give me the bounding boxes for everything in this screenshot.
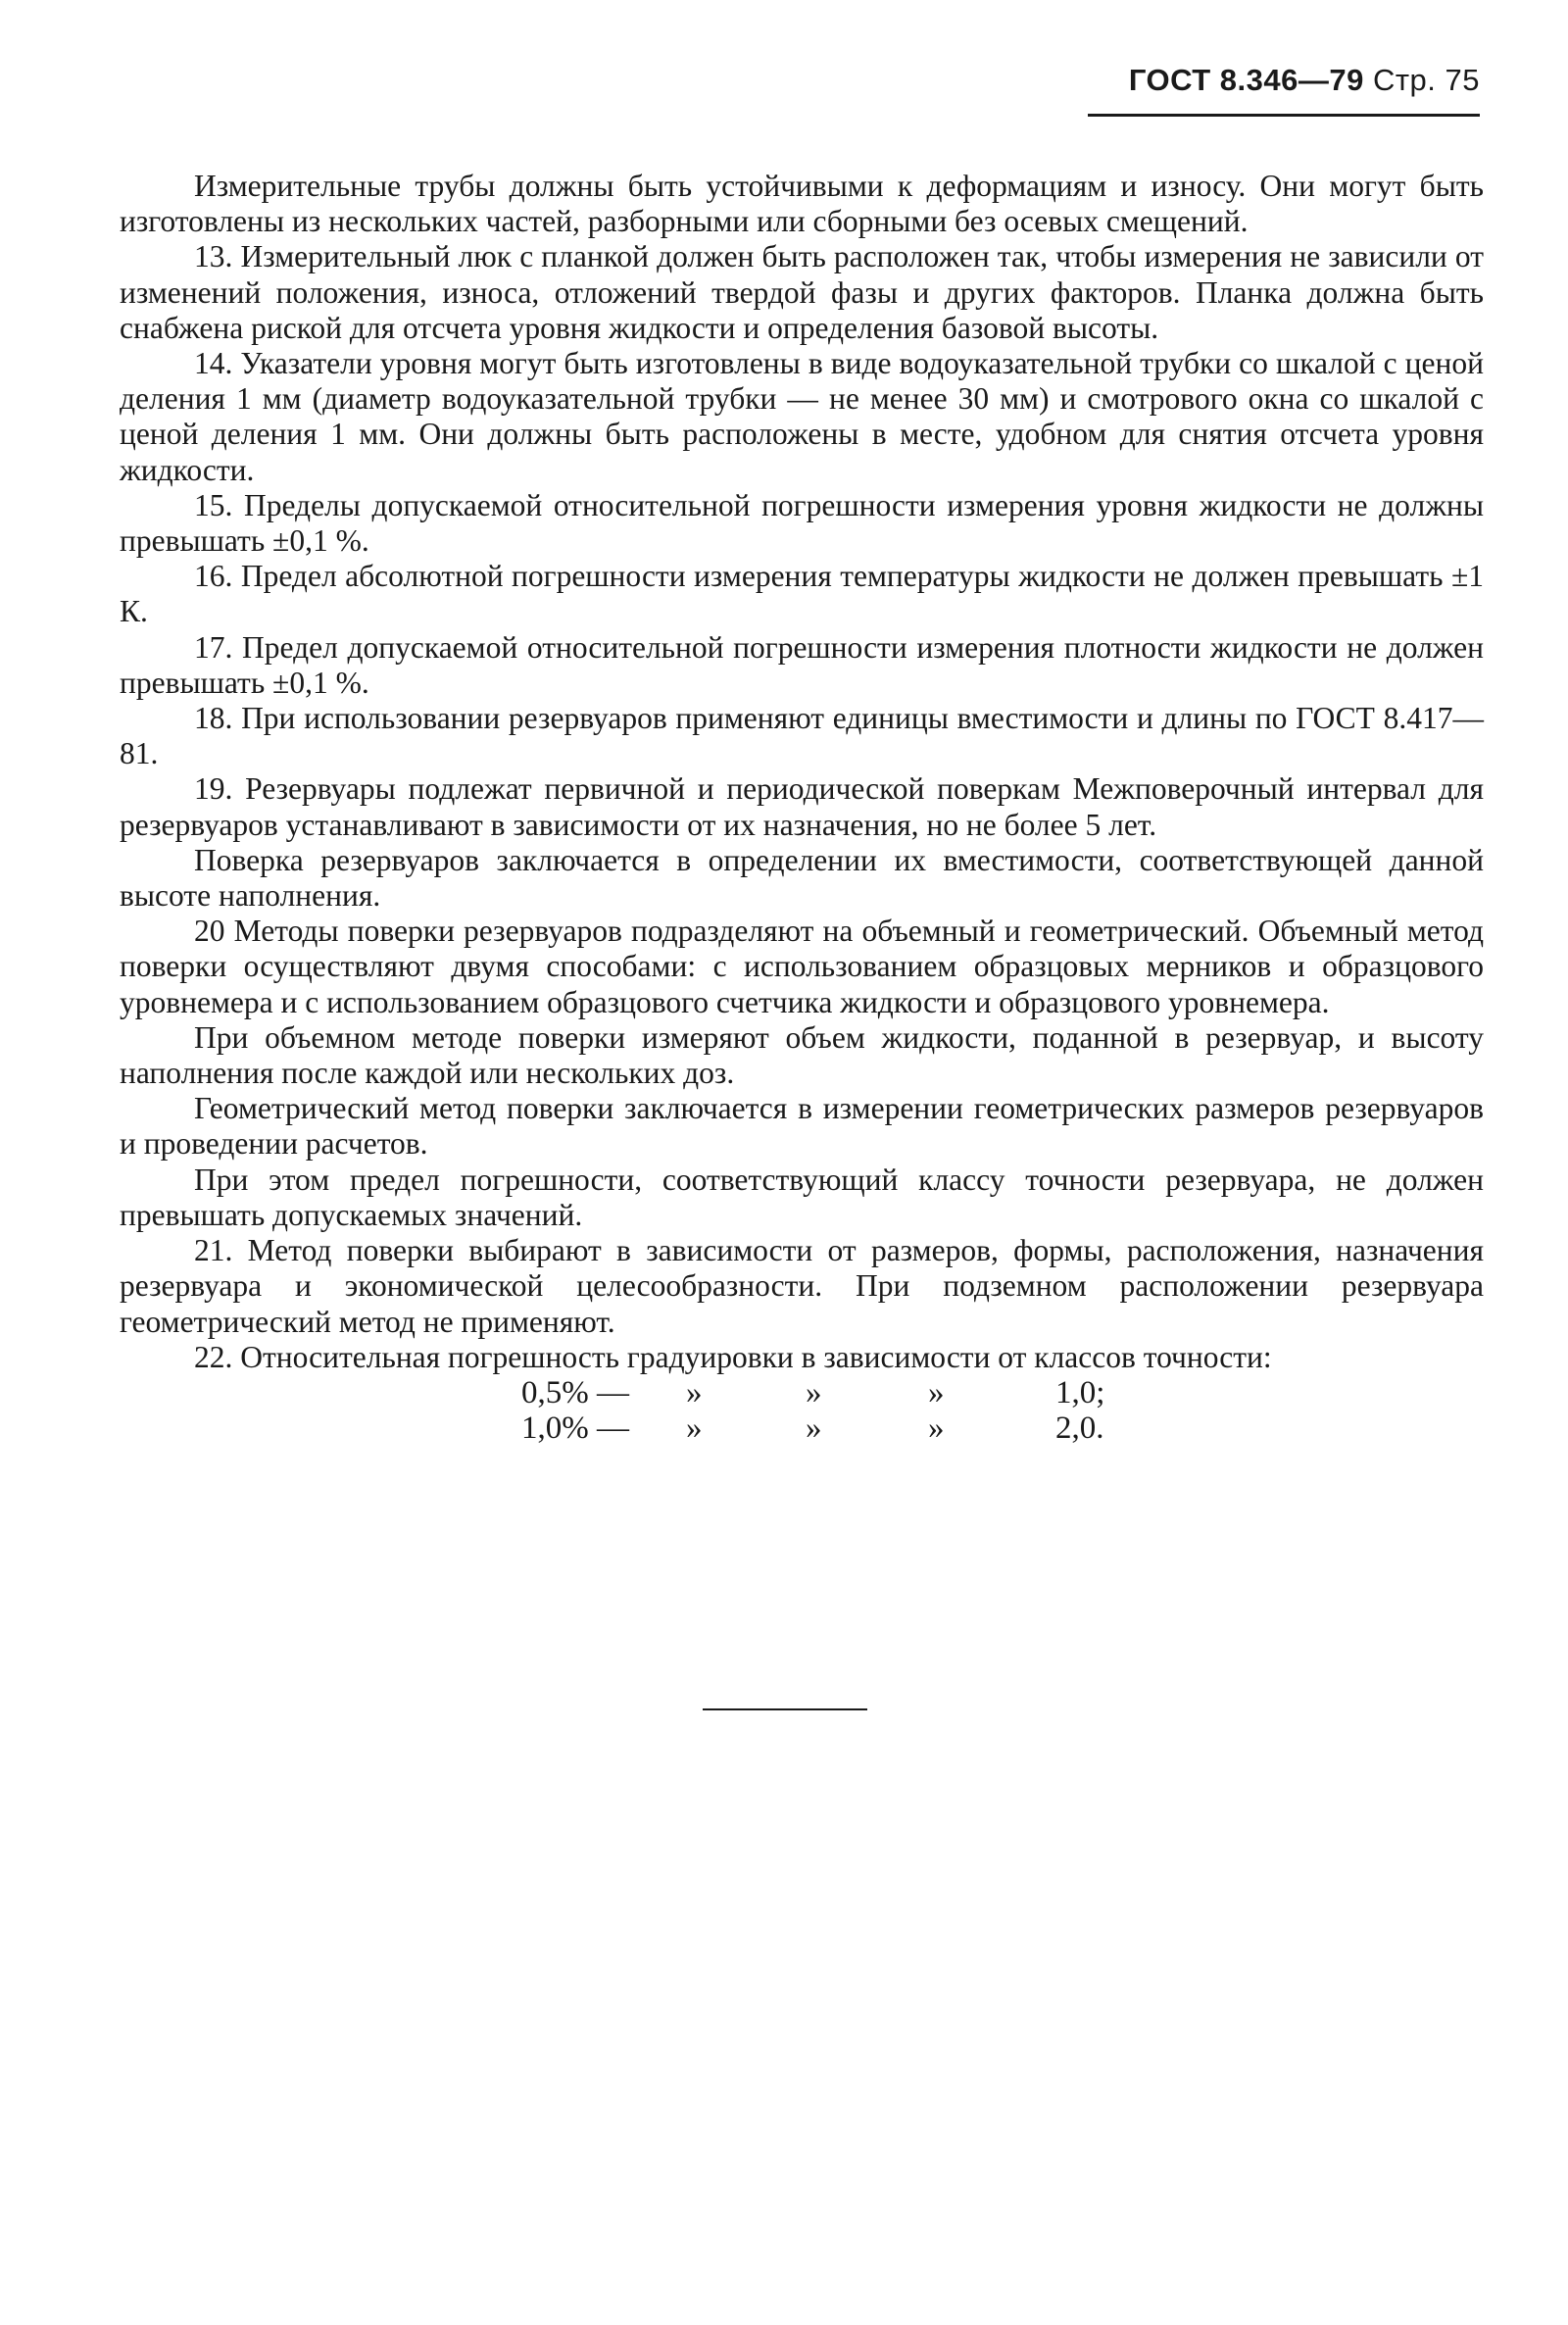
tolerance-row — [120, 1375, 1484, 1410]
tolerance-value: 2,0. — [1055, 1410, 1104, 1447]
paragraph: 14. Указатели уровня могут быть изготовлены в виде водоуказательной трубки со шкалой с ценой деления 1 мм (диаметр водоуказательной трубки — не менее 30 мм) и смотрового окна со шкалой с ценой деления 1 мм. Они должны быть расположены в месте, удобном для снятия отсчета уровня жидкости. — [120, 346, 1484, 487]
ditto-mark: » — [928, 1374, 945, 1410]
tolerance-class: 0,5% — — [521, 1374, 629, 1410]
standard-code: ГОСТ 8.346—79 — [1128, 63, 1364, 97]
paragraph: 20 Методы поверки резервуаров подразделяют на объемный и геометрический. Объемный метод поверки осуществляют двумя способами: с использованием образцовых мерников и образцового уровнемера и с использованием образцового счетчика жидкости и образцового уровнемера. — [120, 914, 1484, 1019]
ditto-mark: » — [686, 1410, 703, 1447]
paragraph: 13. Измерительный люк с планкой должен быть расположен так, чтобы измерения не зависили от изменений положения, износа, отложений твердой фазы и других факторов. Планка должна быть снабжена риской для отсчета уровня жидкости и определения базовой высоты. — [120, 239, 1484, 345]
paragraph: 22. Относительная погрешность градуировки в зависимости от классов точности: — [194, 1339, 1272, 1374]
page-header — [1039, 63, 1480, 98]
ditto-mark: » — [928, 1410, 945, 1447]
tolerance-row — [120, 1410, 1484, 1446]
paragraph: При этом предел погрешности, соответствующий классу точности резервуара, не должен превышать допускаемых значений. — [120, 1162, 1484, 1232]
header-rule — [1088, 114, 1480, 117]
ditto-mark: » — [806, 1410, 822, 1447]
paragraph: Поверка резервуаров заключается в определении их вместимости, соответствующей данной высоте наполнения. — [120, 842, 1484, 914]
page-number: Стр. 75 — [1372, 63, 1480, 97]
paragraph: При объемном методе поверки измеряют объем жидкости, поданной в резервуар, и высоту наполнения после каждой или нескольких доз. — [120, 1019, 1484, 1091]
ditto-mark: » — [686, 1374, 703, 1410]
paragraph: 16. Предел абсолютной погрешности измерения температуры жидкости не должен превышать ±1 К. — [120, 559, 1484, 629]
section-end-rule — [703, 1708, 867, 1710]
paragraph: Измерительные трубы должны быть устойчивыми к деформациям и износу. Они могут быть изготовлены из нескольких частей, разборными или сборными без осевых смещений. — [120, 169, 1484, 239]
paragraph: 17. Предел допускаемой относительной погрешности измерения плотности жидкости не должен превышать ±0,1 %. — [120, 629, 1484, 700]
paragraph: 21. Метод поверки выбирают в зависимости от размеров, формы, расположения, назначения резервуара и экономической целесообразности. При подземном расположении резервуара геометрический метод не применяют. — [120, 1233, 1484, 1339]
paragraph: 18. При использовании резервуаров применяют единицы вместимости и длины по ГОСТ 8.417—81. — [120, 701, 1484, 771]
ditto-mark: » — [806, 1374, 822, 1410]
tolerance-class: 1,0% — — [521, 1410, 629, 1447]
paragraph: Геометрический метод поверки заключается в измерении геометрических размеров резервуаров и проведении расчетов. — [120, 1091, 1484, 1162]
body-text — [120, 169, 1484, 1446]
tolerance-value: 1,0; — [1055, 1374, 1105, 1410]
paragraph: 15. Пределы допускаемой относительной погрешности измерения уровня жидкости не должны превышать ±0,1 %. — [120, 487, 1484, 559]
paragraph: 19. Резервуары подлежат первичной и периодической поверкам Межповерочный интервал для резервуаров устанавливают в зависимости от их назначения, но не более 5 лет. — [120, 771, 1484, 842]
